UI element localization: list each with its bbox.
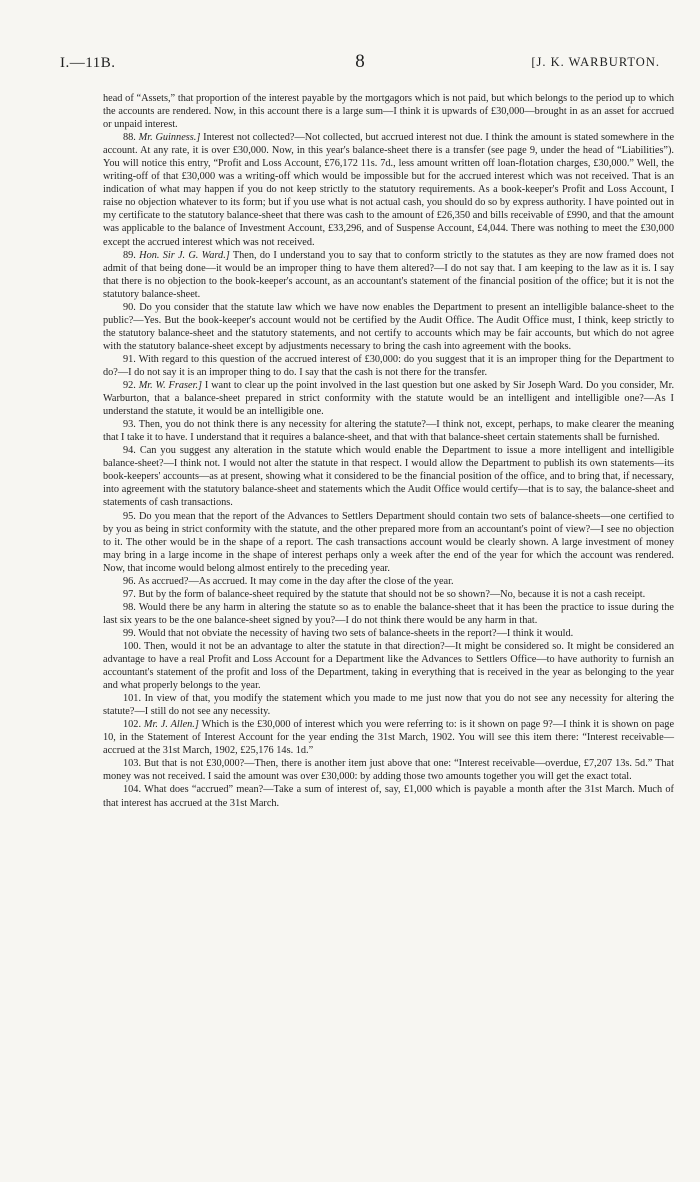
paragraph	[103, 692, 674, 718]
paragraph-text: Would there be any harm in altering the statute so as to enable the balance-sheet that it has been the practice to issue during the last six years to be the one balance-sheet signed by you?—I do not think there would be any harm in that.	[103, 601, 675, 626]
paragraph	[103, 418, 674, 444]
paragraph-text: In view of that, you modify the statement which you made to me just now that you do not see any necessity for altering the statute?—I still do not see any necessity.	[103, 693, 675, 718]
paragraph-text: head of “Assets,” that proportion of the interest payable by the mortgagors which is not paid, but which belongs to the period up to which the accounts are rendered. Now, in this account there is a large sum—I think it is upwards of £30,000—brought in as an asset for accrued or unpaid interest.	[103, 93, 674, 131]
speaker: Mr. W. Fraser.]	[138, 380, 203, 392]
question-number: 89.	[123, 249, 136, 261]
paragraph	[103, 575, 674, 588]
paragraph	[103, 444, 674, 509]
paragraph	[103, 627, 674, 640]
paragraph	[103, 510, 674, 575]
paragraph-text: As accrued?—As accrued. It may come in the day after the close of the year.	[137, 575, 454, 587]
paragraph	[103, 601, 674, 627]
question-number: 100.	[123, 640, 142, 652]
paragraph-text: I want to clear up the point involved in the last question but one asked by Sir Joseph Ward. Do you consider, Mr. Warburton, that a balance-sheet prepared in strict conformity with the statute would be an intelligent and intelligible one?—As I understand the statute, it would be an intelligible one.	[103, 380, 675, 418]
paragraph-text: Which is the £30,000 of interest which you were referring to: is it shown on page 9?—I think it is shown on page 10, in the Statement of Interest Account for the year ending the 31st March, 1902. You will see this item there: “Interest receivable—accrued at the 31st March, 1902, £25,176 14s. 1d.”	[103, 719, 675, 757]
page-number: 8	[355, 51, 365, 72]
paragraph	[103, 757, 674, 783]
body-text	[103, 92, 674, 810]
paper-reference: I.—11B.	[60, 55, 116, 71]
question-number: 97.	[123, 588, 136, 600]
witness-name: [J. K. WARBURTON.	[531, 55, 660, 69]
paragraph	[103, 783, 674, 809]
paragraph-text: But that is not £30,000?—Then, there is another item just above that one: “Interest receivable—overdue, £7,207 13s. 5d.” That money was not received. I said the amount was over £30,000: by adding those two amounts together you will get the exact total.	[103, 758, 674, 783]
paragraph-text: Then, do I understand you to say that to conform strictly to the statutes as they are now framed does not admit of that being done—it would be an improper thing to have them altered?—I do not say that. I am keeping to the law as it is. I say that there is no objection to the book-keeper's account, as an accountant's statement of the financial position of the office; but it is not the statutory balance-sheet.	[103, 249, 674, 300]
question-number: 93.	[123, 419, 136, 431]
question-number: 94.	[123, 445, 136, 457]
paragraph-text: Then, you do not think there is any necessity for altering the statute?—I think not, except, perhaps, to make clearer the meaning that I take it to have. I understand that it requires a balance-sheet, and that with that balance-sheet certain statements shall be furnished.	[103, 419, 674, 444]
paragraph-text: Then, would it not be an advantage to alter the statute in that direction?—It might be considered so. It might be considered an advantage to have a real Profit and Loss Account for a Department like the Advances to Settlers Office—to have authority to furnish an accountant's statement of the profit and loss of the Department, taking in everything that is received in the year as belonging to the year and what properly belongs to the year.	[103, 640, 675, 692]
paragraph	[103, 92, 674, 131]
speaker: Hon. Sir J. G. Ward.]	[139, 249, 230, 261]
paragraph	[103, 249, 674, 301]
paragraph	[103, 301, 674, 353]
paragraph	[103, 379, 674, 418]
paragraph-text: Interest not collected?—Not collected, but accrued interest not due. I think the amount is stated somewhere in the account. At any rate, it is over £30,000. Now, in this year's balance-sheet there is a transfer (see page 9, under the head of “Liabilities”). You will notice this entry, “Profit and Loss Account, £76,172 11s. 7d., less amount written off loan-flotation charges, £30,000.” Well, the writing-off of that £30,000 was a writing-off which would be impossible but for the accrued interest which was not received. That is an indication of what may happen if you do not keep strictly to the statutory requirements. As a book-keeper's Profit and Loss Account, I raise no objection whatever to its form; but if you use what is not actual cash, you should do so by express authority. I have pointed out in my certificate to the statutory balance-sheet that there was cash to the amount of £26,350 and bills receivable of £990, and that the amount was applicable to the balance of Investment Account, £33,296, and of Suspense Account, £4,044. There was nothing to meet the £30,000 except the accrued interest which was not received.	[103, 132, 675, 248]
question-number: 102.	[123, 719, 142, 731]
question-number: 92.	[123, 380, 136, 392]
paragraph-text: With regard to this question of the accrued interest of £30,000: do you suggest that it is an improper thing for the Department to do?—I do not say it is an improper thing to do. I say that the cash is not there for the transfer.	[103, 353, 674, 378]
speaker: Mr. Guinness.]	[138, 132, 201, 144]
question-number: 98.	[123, 601, 136, 613]
question-number: 96.	[123, 575, 136, 587]
paragraph-text: Would that not obviate the necessity of having two sets of balance-sheets in the report?—I think it would.	[138, 627, 574, 639]
question-number: 95.	[123, 510, 136, 522]
paragraph-text: What does “accrued” mean?—Take a sum of interest of, say, £1,000 which is payable a month after the 31st March. Much of that interest has accrued at the 31st March.	[103, 784, 674, 809]
speaker: Mr. J. Allen.]	[143, 719, 199, 731]
page-header	[60, 51, 660, 77]
paragraph-text: Do you mean that the report of the Advances to Settlers Department should contain two sets of balance-sheets—one certified to by you as being in strict conformity with the statute, and the other prepared more from an accountant's point of view?—I see no objection to it. The other would be in the shape of a report. The cash transactions account would be clearly shown. A large investment of money may bring in a large income in the shape of interest perhaps only a week after the end of the year for which the account was rendered. Now, that income would belong almost entirely to the preceding year.	[103, 510, 674, 574]
question-number: 103.	[123, 758, 142, 770]
question-number: 101.	[123, 693, 142, 705]
paragraph-text: Can you suggest any alteration in the statute which would enable the Department to issue a more intelligent and intelligible balance-sheet?—I think not. I would not alter the statute in that respect. I would allow the Department to publish its own statements—its book-keepers' accounts—as at present, showing what it considered to be the financial position of the office, and to bring that, if necessary, into agreement with the statutory balance-sheet and statements which the Audit Office would certify—that is to say, the balance-sheet and statements of cash transactions.	[103, 445, 674, 509]
paragraph-text: Do you consider that the statute law which we have now enables the Department to present an intelligible balance-sheet to the public?—Yes. But the book-keeper's account would not be certified by the Audit Office. The Audit Office must, I think, keep strictly to the statutory balance-sheet and the statutory statements, and not certify to accounts which may be fair accounts, but which do not agree with the statutory balance-sheet except by adjustments necessary to bring the cash into agreement with the books.	[103, 301, 675, 352]
paragraph	[103, 588, 674, 601]
question-number: 88.	[123, 132, 136, 144]
paragraph	[103, 640, 674, 692]
paragraph-text: But by the form of balance-sheet required by the statute that should not be so shown?—No, because it is not a cash receipt.	[138, 588, 646, 600]
question-number: 104.	[123, 784, 142, 796]
question-number: 91.	[123, 353, 136, 365]
question-number: 90.	[123, 301, 136, 313]
question-number: 99.	[123, 627, 136, 639]
paragraph	[103, 718, 674, 757]
paragraph	[103, 353, 674, 379]
paragraph	[103, 131, 674, 248]
